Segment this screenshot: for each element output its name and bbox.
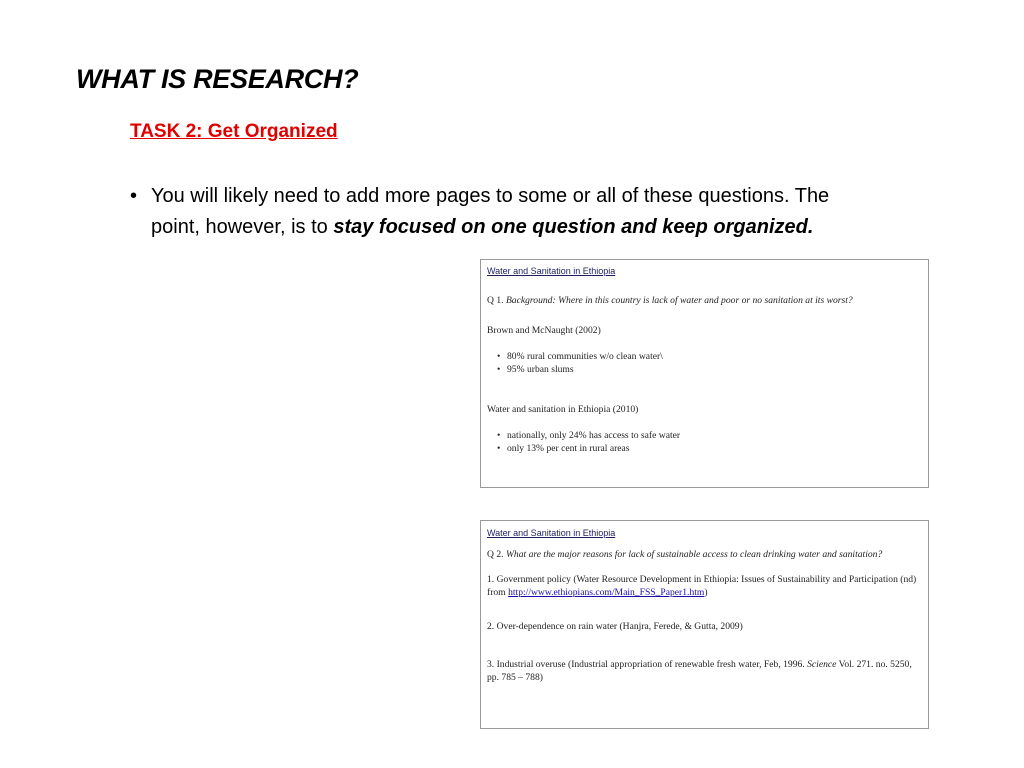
- bullet-text-emphasis: stay focused on one question and keep organized.: [333, 215, 814, 238]
- source-citation: Brown and McNaught (2002): [487, 325, 601, 336]
- fact-list: [487, 429, 922, 455]
- source-link[interactable]: http://www.ethiopians.com/Main_FSS_Paper1.htm: [508, 587, 705, 598]
- note-header: Water and Sanitation in Ethiopia: [487, 266, 616, 276]
- bullet-text-plain: You will likely need to add more pages to some or all of these questions. The point, however, is to: [151, 185, 830, 238]
- question-line: [487, 548, 922, 561]
- bullet-icon: •: [130, 185, 138, 207]
- research-note-q1: [480, 259, 929, 488]
- note-header: Water and Sanitation in Ethiopia: [487, 528, 616, 538]
- list-item: • 80% rural communities w/o clean water\: [499, 350, 922, 363]
- reason-item: [487, 658, 922, 684]
- journal-name: Science: [807, 659, 837, 670]
- task-heading: TASK 2: Get Organized: [130, 121, 338, 142]
- slide-title: WHAT IS RESEARCH?: [76, 64, 359, 94]
- question-number: Q 2.: [487, 549, 504, 560]
- list-item: • only 13% per cent in rural areas: [499, 442, 922, 455]
- reason-item: [487, 573, 922, 599]
- question-text: Background: Where in this country is lack of water and poor or no sanitation at its worst?: [505, 295, 853, 306]
- fact-list: [487, 350, 922, 376]
- list-item: • 95% urban slums: [499, 363, 922, 376]
- research-note-q2: [480, 520, 929, 729]
- list-item: • nationally, only 24% has access to safe water: [499, 429, 922, 442]
- question-number: Q 1.: [487, 295, 504, 306]
- source-citation: Water and sanitation in Ethiopia (2010): [487, 404, 639, 415]
- question-text: What are the major reasons for lack of sustainable access to clean drinking water and sanitation?: [505, 549, 883, 560]
- reason-text: ): [704, 587, 708, 598]
- reason-text: 3. Industrial overuse (Industrial appropriation of renewable fresh water, Feb, 1996.: [487, 659, 808, 670]
- bullet-text: [151, 181, 830, 242]
- reason-text: 1. Government policy (Water Resource Development in Ethiopia: Issues of Sustainability and Participation (nd) from: [487, 574, 917, 598]
- reason-item: 2. Over-dependence on rain water (Hanjra, Ferede, & Gutta, 2009): [487, 621, 743, 632]
- question-line: [487, 295, 922, 306]
- reason-text: Vol. 271. no. 5250, pp. 785 – 788): [487, 659, 912, 683]
- bullet-point: [130, 181, 830, 242]
